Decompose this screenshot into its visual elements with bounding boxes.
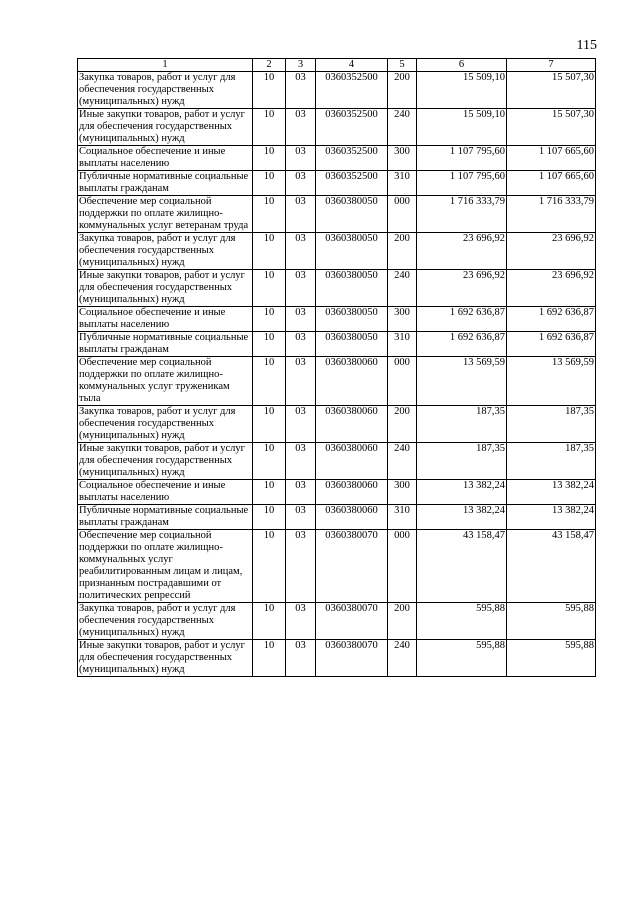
amount-actual-value: 15 507,30 — [552, 72, 594, 83]
amount-actual-value: 595,88 — [565, 603, 594, 614]
row-amount-plan — [417, 72, 507, 109]
table-row — [78, 406, 596, 443]
amount-plan-value: 1 692 636,87 — [449, 332, 505, 343]
budget-table — [77, 58, 596, 677]
amount-actual-value: 13 569,59 — [552, 357, 594, 368]
row-amount-actual — [507, 72, 596, 109]
row-expense-type: 310 — [388, 171, 417, 196]
amount-plan-value: 1 107 795,60 — [449, 171, 505, 182]
column-header: 2 — [253, 59, 286, 72]
amount-plan-value: 15 509,10 — [463, 109, 505, 120]
row-name: Закупка товаров, работ и услуг для обеспечения государственных (муниципальных) нужд — [78, 72, 253, 109]
row-amount-actual — [507, 640, 596, 677]
row-target-article: 0360380060 — [316, 505, 388, 530]
row-target-article: 0360380060 — [316, 480, 388, 505]
row-target-article: 0360380050 — [316, 196, 388, 233]
row-section-code: 10 — [253, 307, 286, 332]
amount-plan-value: 23 696,92 — [463, 270, 505, 281]
amount-actual-value: 187,35 — [565, 443, 594, 454]
row-expense-type: 300 — [388, 480, 417, 505]
amount-plan-value: 187,35 — [476, 406, 505, 417]
row-subsection-code: 03 — [286, 72, 316, 109]
table-row — [78, 505, 596, 530]
row-subsection-code: 03 — [286, 332, 316, 357]
row-amount-actual — [507, 443, 596, 480]
amount-plan-value: 13 382,24 — [463, 505, 505, 516]
amount-actual-value: 43 158,47 — [552, 530, 594, 541]
row-name: Социальное обеспечение и иные выплаты населению — [78, 307, 253, 332]
row-amount-plan — [417, 109, 507, 146]
table-header-row — [78, 59, 596, 72]
row-section-code: 10 — [253, 406, 286, 443]
row-expense-type: 200 — [388, 72, 417, 109]
row-amount-actual — [507, 357, 596, 406]
column-header: 5 — [388, 59, 417, 72]
row-section-code: 10 — [253, 171, 286, 196]
row-target-article: 0360380050 — [316, 307, 388, 332]
amount-plan-value: 595,88 — [476, 603, 505, 614]
row-amount-actual — [507, 233, 596, 270]
row-target-article: 0360380050 — [316, 332, 388, 357]
row-target-article: 0360380050 — [316, 270, 388, 307]
row-expense-type: 310 — [388, 505, 417, 530]
row-name: Социальное обеспечение и иные выплаты населению — [78, 146, 253, 171]
amount-actual-value: 1 716 333,79 — [538, 196, 594, 207]
row-target-article: 0360380050 — [316, 233, 388, 270]
row-expense-type: 240 — [388, 640, 417, 677]
amount-plan-value: 15 509,10 — [463, 72, 505, 83]
column-header: 4 — [316, 59, 388, 72]
row-name: Обеспечение мер социальной поддержки по оплате жилищно-коммунальных услуг труженикам тыла — [78, 357, 253, 406]
row-amount-actual — [507, 603, 596, 640]
amount-plan-value: 1 716 333,79 — [449, 196, 505, 207]
row-expense-type: 000 — [388, 357, 417, 406]
amount-plan-value: 1 692 636,87 — [449, 307, 505, 318]
row-amount-plan — [417, 196, 507, 233]
row-name: Обеспечение мер социальной поддержки по оплате жилищно-коммунальных услуг ветеранам труда — [78, 196, 253, 233]
amount-plan-value: 43 158,47 — [463, 530, 505, 541]
amount-actual-value: 595,88 — [565, 640, 594, 651]
row-target-article: 0360352500 — [316, 109, 388, 146]
table-row — [78, 171, 596, 196]
row-section-code: 10 — [253, 443, 286, 480]
row-target-article: 0360352500 — [316, 146, 388, 171]
row-subsection-code: 03 — [286, 196, 316, 233]
row-amount-actual — [507, 307, 596, 332]
row-section-code: 10 — [253, 196, 286, 233]
row-name: Закупка товаров, работ и услуг для обеспечения государственных (муниципальных) нужд — [78, 603, 253, 640]
column-header: 3 — [286, 59, 316, 72]
row-expense-type: 240 — [388, 443, 417, 480]
row-target-article: 0360380060 — [316, 357, 388, 406]
row-subsection-code: 03 — [286, 109, 316, 146]
row-section-code: 10 — [253, 109, 286, 146]
row-subsection-code: 03 — [286, 270, 316, 307]
row-section-code: 10 — [253, 480, 286, 505]
row-subsection-code: 03 — [286, 505, 316, 530]
row-amount-plan — [417, 480, 507, 505]
table-row — [78, 233, 596, 270]
row-name: Иные закупки товаров, работ и услуг для обеспечения государственных (муниципальных) нужд — [78, 270, 253, 307]
row-subsection-code: 03 — [286, 146, 316, 171]
amount-actual-value: 23 696,92 — [552, 233, 594, 244]
table-row — [78, 443, 596, 480]
row-expense-type: 200 — [388, 233, 417, 270]
row-target-article: 0360352500 — [316, 171, 388, 196]
table-row — [78, 530, 596, 603]
amount-plan-value: 187,35 — [476, 443, 505, 454]
row-section-code: 10 — [253, 603, 286, 640]
row-amount-plan — [417, 171, 507, 196]
amount-actual-value: 23 696,92 — [552, 270, 594, 281]
row-amount-actual — [507, 196, 596, 233]
table-row — [78, 640, 596, 677]
amount-plan-value: 595,88 — [476, 640, 505, 651]
row-name: Иные закупки товаров, работ и услуг для обеспечения государственных (муниципальных) нужд — [78, 640, 253, 677]
row-target-article: 0360380070 — [316, 530, 388, 603]
row-amount-actual — [507, 406, 596, 443]
table-row — [78, 480, 596, 505]
row-amount-actual — [507, 480, 596, 505]
row-subsection-code: 03 — [286, 640, 316, 677]
row-expense-type: 200 — [388, 406, 417, 443]
table-row — [78, 332, 596, 357]
row-subsection-code: 03 — [286, 603, 316, 640]
amount-actual-value: 1 692 636,87 — [538, 307, 594, 318]
row-amount-actual — [507, 332, 596, 357]
row-name: Социальное обеспечение и иные выплаты населению — [78, 480, 253, 505]
row-amount-actual — [507, 505, 596, 530]
amount-plan-value: 13 569,59 — [463, 357, 505, 368]
row-name: Закупка товаров, работ и услуг для обеспечения государственных (муниципальных) нужд — [78, 233, 253, 270]
row-expense-type: 240 — [388, 270, 417, 307]
row-name: Публичные нормативные социальные выплаты гражданам — [78, 171, 253, 196]
row-subsection-code: 03 — [286, 233, 316, 270]
row-amount-actual — [507, 270, 596, 307]
row-amount-plan — [417, 443, 507, 480]
row-amount-plan — [417, 270, 507, 307]
row-amount-actual — [507, 146, 596, 171]
table-row — [78, 603, 596, 640]
row-amount-actual — [507, 171, 596, 196]
row-amount-actual — [507, 109, 596, 146]
row-section-code: 10 — [253, 233, 286, 270]
table-row — [78, 270, 596, 307]
row-expense-type: 310 — [388, 332, 417, 357]
page-number: 115 — [576, 38, 597, 53]
column-header: 6 — [417, 59, 507, 72]
row-name: Публичные нормативные социальные выплаты гражданам — [78, 505, 253, 530]
row-amount-plan — [417, 603, 507, 640]
row-expense-type: 200 — [388, 603, 417, 640]
row-subsection-code: 03 — [286, 171, 316, 196]
row-amount-plan — [417, 640, 507, 677]
table-row — [78, 196, 596, 233]
row-subsection-code: 03 — [286, 357, 316, 406]
table-row — [78, 146, 596, 171]
row-name: Закупка товаров, работ и услуг для обеспечения государственных (муниципальных) нужд — [78, 406, 253, 443]
row-amount-plan — [417, 332, 507, 357]
row-amount-plan — [417, 406, 507, 443]
row-target-article: 0360380070 — [316, 603, 388, 640]
row-section-code: 10 — [253, 270, 286, 307]
amount-actual-value: 15 507,30 — [552, 109, 594, 120]
row-expense-type: 000 — [388, 530, 417, 603]
amount-actual-value: 187,35 — [565, 406, 594, 417]
amount-plan-value: 1 107 795,60 — [449, 146, 505, 157]
row-target-article: 0360380060 — [316, 443, 388, 480]
row-subsection-code: 03 — [286, 406, 316, 443]
row-amount-plan — [417, 505, 507, 530]
row-target-article: 0360352500 — [316, 72, 388, 109]
row-target-article: 0360380070 — [316, 640, 388, 677]
row-amount-plan — [417, 146, 507, 171]
row-expense-type: 300 — [388, 146, 417, 171]
amount-plan-value: 23 696,92 — [463, 233, 505, 244]
row-amount-plan — [417, 307, 507, 332]
row-target-article: 0360380060 — [316, 406, 388, 443]
row-amount-plan — [417, 233, 507, 270]
row-expense-type: 240 — [388, 109, 417, 146]
row-subsection-code: 03 — [286, 480, 316, 505]
column-header: 1 — [78, 59, 253, 72]
row-name: Иные закупки товаров, работ и услуг для обеспечения государственных (муниципальных) нужд — [78, 443, 253, 480]
amount-actual-value: 1 107 665,60 — [538, 171, 594, 182]
amount-actual-value: 13 382,24 — [552, 505, 594, 516]
row-name: Обеспечение мер социальной поддержки по оплате жилищно-коммунальных услуг реабилитированным лицам и лицам, признанным пострадавшими от политических репрессий — [78, 530, 253, 603]
column-header: 7 — [507, 59, 596, 72]
row-section-code: 10 — [253, 357, 286, 406]
row-expense-type: 300 — [388, 307, 417, 332]
table-row — [78, 109, 596, 146]
row-amount-actual — [507, 530, 596, 603]
row-amount-plan — [417, 357, 507, 406]
row-amount-plan — [417, 530, 507, 603]
amount-actual-value: 13 382,24 — [552, 480, 594, 491]
row-name: Иные закупки товаров, работ и услуг для обеспечения государственных (муниципальных) нужд — [78, 109, 253, 146]
row-section-code: 10 — [253, 505, 286, 530]
amount-actual-value: 1 692 636,87 — [538, 332, 594, 343]
row-name: Публичные нормативные социальные выплаты гражданам — [78, 332, 253, 357]
row-section-code: 10 — [253, 72, 286, 109]
row-subsection-code: 03 — [286, 307, 316, 332]
table-row — [78, 357, 596, 406]
table-row — [78, 307, 596, 332]
amount-plan-value: 13 382,24 — [463, 480, 505, 491]
amount-actual-value: 1 107 665,60 — [538, 146, 594, 157]
row-subsection-code: 03 — [286, 530, 316, 603]
row-expense-type: 000 — [388, 196, 417, 233]
row-subsection-code: 03 — [286, 443, 316, 480]
row-section-code: 10 — [253, 332, 286, 357]
table-row — [78, 72, 596, 109]
row-section-code: 10 — [253, 530, 286, 603]
row-section-code: 10 — [253, 640, 286, 677]
row-section-code: 10 — [253, 146, 286, 171]
